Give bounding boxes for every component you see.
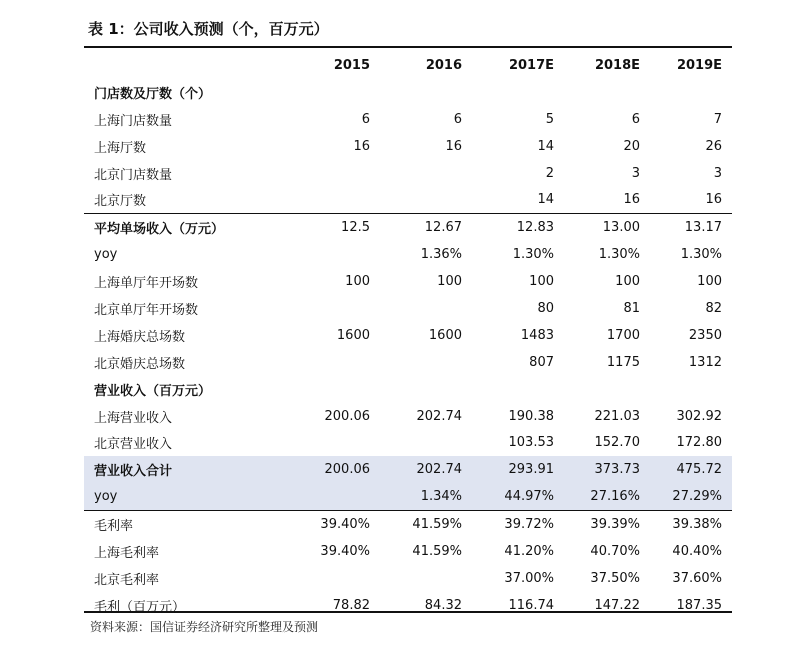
cell: 2 bbox=[545, 165, 554, 181]
table-row bbox=[84, 511, 732, 538]
cell: 100 bbox=[345, 274, 370, 290]
cell bbox=[284, 79, 380, 106]
row-label: 上海门店数量 bbox=[94, 113, 173, 129]
cell: 39.72% bbox=[504, 517, 554, 533]
table-row bbox=[84, 214, 732, 241]
cell: 200.06 bbox=[284, 456, 380, 483]
cell bbox=[380, 565, 472, 592]
cell: 1.30% bbox=[512, 247, 554, 263]
cell bbox=[380, 349, 472, 376]
cell: 16 bbox=[445, 138, 462, 154]
cell: 81 bbox=[623, 300, 640, 316]
cell bbox=[564, 79, 650, 106]
cell bbox=[650, 376, 732, 403]
row-label: 上海厅数 bbox=[94, 140, 147, 156]
cell: 3 bbox=[713, 165, 722, 181]
row-label: 营业收入（百万元） bbox=[94, 383, 212, 399]
cell: 100 bbox=[437, 274, 462, 290]
cell: 39.38% bbox=[672, 517, 722, 533]
table-row bbox=[84, 403, 732, 430]
row-label: 上海毛利率 bbox=[94, 545, 160, 561]
row-label: 上海营业收入 bbox=[94, 410, 173, 426]
table-row bbox=[84, 322, 732, 349]
cell bbox=[284, 160, 380, 187]
cell: 84.32 bbox=[424, 597, 462, 613]
cell: 475.72 bbox=[650, 456, 732, 483]
cell: 1312 bbox=[688, 354, 722, 370]
cell: 40.70% bbox=[590, 543, 640, 559]
table-row bbox=[84, 295, 732, 322]
cell: 27.29% bbox=[650, 483, 732, 510]
row-label: 北京毛利率 bbox=[94, 572, 160, 588]
cell: 78.82 bbox=[332, 597, 370, 613]
cell bbox=[380, 160, 472, 187]
cell bbox=[284, 349, 380, 376]
row-label: 北京婚庆总场数 bbox=[94, 356, 186, 372]
cell: 27.16% bbox=[564, 483, 650, 510]
cell: 221.03 bbox=[594, 408, 640, 424]
table-row bbox=[84, 565, 732, 592]
cell: 1.30% bbox=[598, 247, 640, 263]
table-row-total bbox=[84, 456, 732, 483]
cell bbox=[380, 186, 472, 213]
cell: 187.35 bbox=[676, 597, 722, 613]
cell: 1.34% bbox=[380, 483, 472, 510]
cell: 1.36% bbox=[420, 247, 462, 263]
cell: 293.91 bbox=[472, 456, 564, 483]
cell bbox=[284, 429, 380, 456]
cell: 6 bbox=[361, 111, 370, 127]
col-header: 2018E bbox=[594, 57, 640, 73]
cell: 39.39% bbox=[590, 517, 640, 533]
cell: 1.30% bbox=[680, 247, 722, 263]
cell: 14 bbox=[537, 138, 554, 154]
cell: 39.40% bbox=[320, 517, 370, 533]
cell: 12.67 bbox=[424, 220, 462, 236]
cell: 116.74 bbox=[508, 597, 554, 613]
cell: 172.80 bbox=[676, 435, 722, 451]
cell bbox=[472, 376, 564, 403]
cell: 202.74 bbox=[416, 408, 462, 424]
table-row bbox=[84, 349, 732, 376]
cell: 13.00 bbox=[602, 220, 640, 236]
cell: 41.59% bbox=[412, 543, 462, 559]
table-row bbox=[84, 160, 732, 187]
col-header: 2015 bbox=[333, 57, 370, 73]
row-label: 北京单厅年开场数 bbox=[94, 302, 199, 318]
cell: 152.70 bbox=[594, 435, 640, 451]
table-row bbox=[84, 429, 732, 456]
cell: 100 bbox=[697, 274, 722, 290]
row-label: 营业收入合计 bbox=[84, 456, 284, 483]
table-title: 表 1：公司收入预测（个，百万元） bbox=[88, 20, 329, 38]
cell: 5 bbox=[545, 111, 554, 127]
table-row bbox=[84, 538, 732, 565]
cell: 1483 bbox=[520, 327, 554, 343]
cell bbox=[284, 565, 380, 592]
cell: 2350 bbox=[688, 327, 722, 343]
cell: 807 bbox=[529, 354, 554, 370]
cell bbox=[564, 376, 650, 403]
row-label: 北京门店数量 bbox=[94, 167, 173, 183]
cell bbox=[284, 376, 380, 403]
cell: 80 bbox=[537, 300, 554, 316]
cell: 12.83 bbox=[516, 220, 554, 236]
cell: 100 bbox=[529, 274, 554, 290]
cell: 6 bbox=[631, 111, 640, 127]
col-header: 2019E bbox=[676, 57, 722, 73]
cell: 147.22 bbox=[594, 597, 640, 613]
cell: 202.74 bbox=[380, 456, 472, 483]
cell bbox=[284, 186, 380, 213]
cell: 190.38 bbox=[508, 408, 554, 424]
table-row bbox=[84, 106, 732, 133]
row-label: yoy bbox=[94, 247, 118, 263]
cell: 39.40% bbox=[320, 543, 370, 559]
source-note: 资料来源：国信证券经济研究所整理及预测 bbox=[90, 620, 319, 634]
forecast-table bbox=[84, 52, 732, 619]
cell: 373.73 bbox=[564, 456, 650, 483]
cell: 1600 bbox=[336, 327, 370, 343]
table-row bbox=[84, 592, 732, 619]
cell: 103.53 bbox=[508, 435, 554, 451]
cell: 14 bbox=[472, 186, 564, 213]
cell bbox=[472, 79, 564, 106]
cell: 16 bbox=[353, 138, 370, 154]
col-header: 2016 bbox=[425, 57, 462, 73]
cell: 44.97% bbox=[472, 483, 564, 510]
cell bbox=[284, 295, 380, 322]
bottom-rule bbox=[84, 611, 732, 613]
row-label: 毛利（百万元） bbox=[94, 599, 186, 615]
table-row bbox=[84, 133, 732, 160]
cell bbox=[650, 79, 732, 106]
row-label: yoy bbox=[84, 483, 284, 510]
table-row bbox=[84, 268, 732, 295]
cell: 41.20% bbox=[504, 543, 554, 559]
row-label: 上海婚庆总场数 bbox=[94, 329, 186, 345]
row-label: 平均单场收入（万元） bbox=[94, 222, 225, 238]
row-label: 上海单厅年开场数 bbox=[94, 276, 199, 292]
table-row bbox=[84, 241, 732, 268]
cell: 37.60% bbox=[672, 570, 722, 586]
cell: 82 bbox=[705, 300, 722, 316]
cell: 16 bbox=[650, 186, 732, 213]
cell: 12.5 bbox=[341, 220, 370, 236]
cell: 6 bbox=[453, 111, 462, 127]
cell bbox=[380, 295, 472, 322]
cell: 40.40% bbox=[672, 543, 722, 559]
table-row bbox=[84, 79, 732, 106]
top-rule bbox=[84, 46, 732, 48]
row-label: 北京营业收入 bbox=[94, 437, 173, 453]
cell: 41.59% bbox=[412, 517, 462, 533]
header-blank bbox=[84, 52, 284, 79]
cell bbox=[284, 241, 380, 268]
cell: 13.17 bbox=[684, 220, 722, 236]
cell bbox=[380, 429, 472, 456]
row-label: 毛利率 bbox=[94, 519, 134, 535]
cell: 1700 bbox=[606, 327, 640, 343]
cell: 1175 bbox=[606, 354, 640, 370]
cell bbox=[380, 79, 472, 106]
cell: 37.00% bbox=[504, 570, 554, 586]
row-label: 门店数及厅数（个） bbox=[94, 86, 212, 102]
cell: 100 bbox=[615, 274, 640, 290]
cell: 37.50% bbox=[590, 570, 640, 586]
cell: 20 bbox=[623, 138, 640, 154]
cell: 3 bbox=[631, 165, 640, 181]
cell: 1600 bbox=[428, 327, 462, 343]
col-header: 2017E bbox=[508, 57, 554, 73]
cell: 16 bbox=[564, 186, 650, 213]
cell: 26 bbox=[705, 138, 722, 154]
cell: 7 bbox=[713, 111, 722, 127]
table-row-total-yoy bbox=[84, 483, 732, 510]
header-row bbox=[84, 52, 732, 79]
table-row bbox=[84, 186, 732, 213]
cell bbox=[284, 483, 380, 510]
row-label: 北京厅数 bbox=[84, 186, 284, 213]
cell: 200.06 bbox=[324, 408, 370, 424]
cell bbox=[380, 376, 472, 403]
table-row bbox=[84, 376, 732, 403]
cell: 302.92 bbox=[676, 408, 722, 424]
